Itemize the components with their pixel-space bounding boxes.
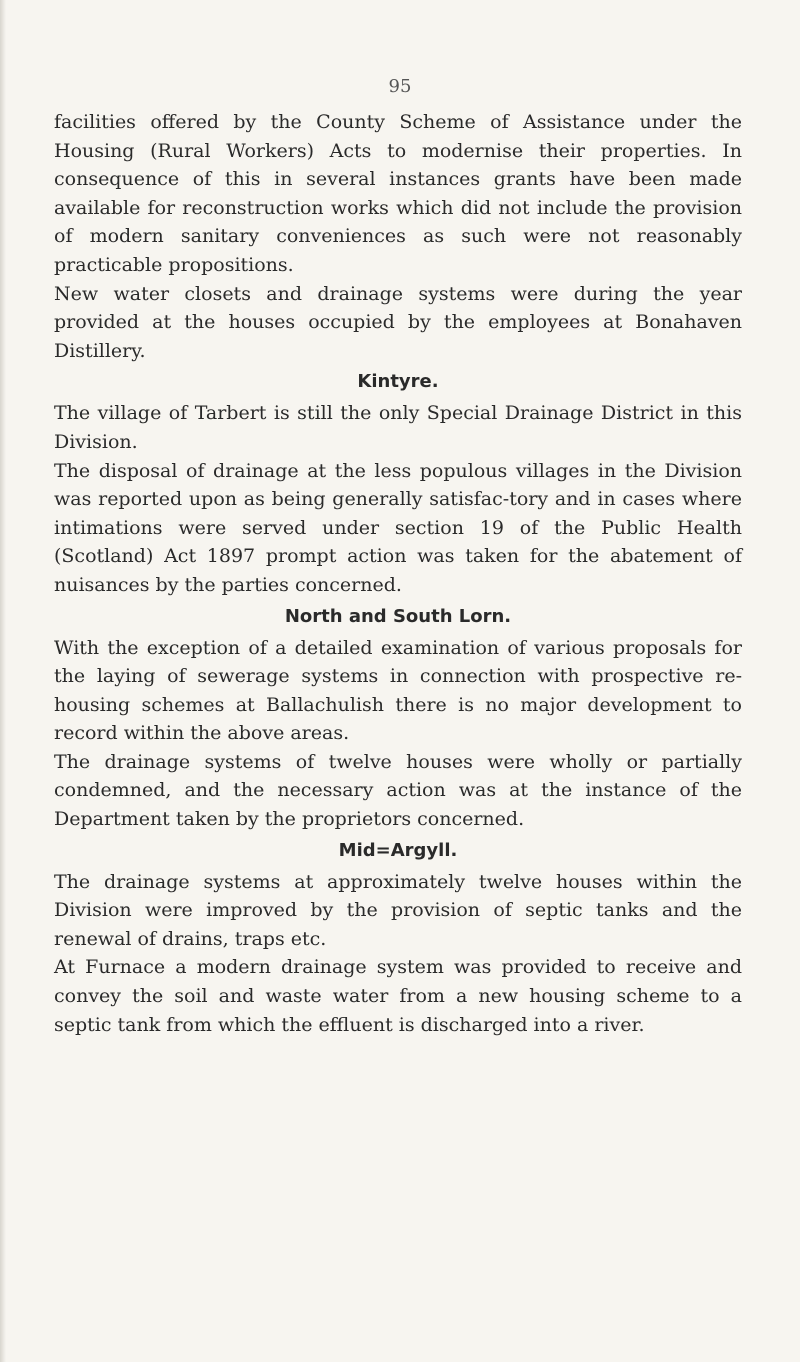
section-heading: Mid=Argyll. xyxy=(338,839,458,861)
paragraph: The drainage systems of twelve houses were wholly or partially condemned, and the necessary action was at the instance of the Department taken by the proprietors concerned. xyxy=(54,750,742,831)
paragraph: With the exception of a detailed examination of various proposals for the laying of sewerage systems in connection with prospective re-housing schemes at Ballachulish there is no major development to record within the above areas. xyxy=(54,636,742,745)
section-heading: North and South Lorn. xyxy=(284,605,512,627)
document-body xyxy=(54,108,742,1039)
paragraph: The village of Tarbert is still the only Special Drainage District in this Division. xyxy=(54,402,742,453)
page-number: 95 xyxy=(388,76,412,97)
page-edge xyxy=(0,0,6,1362)
paragraph: New water closets and drainage systems were during the year provided at the houses occupied by the employees at Bonahaven Distillery. xyxy=(54,282,742,362)
section-heading: Kintyre. xyxy=(357,371,439,393)
paragraph: The disposal of drainage at the less populous villages in the Division was reported upon as being generally satisfac-tory and in cases where intimations were served under section 19 of the Public Health (Scotland) Act 1897 prompt action was taken for the abatement of nuisances by the parties concerned. xyxy=(54,459,742,596)
paragraph: At Furnace a modern drainage system was provided to receive and convey the soil and waste water from a new housing scheme to a septic tank from which the effluent is discharged into a river. xyxy=(54,956,742,1036)
paragraph: facilities offered by the County Scheme of Assistance under the Housing (Rural Workers) Acts to modernise their properties. In consequence of this in several instances grants have been made available for reconstruction works which did not include the provision of modern sanitary conveniences as such were not reasonably practicable propositions. xyxy=(54,111,742,276)
paragraph: The drainage systems at approximately twelve houses within the Division were improved by the provision of septic tanks and the renewal of drains, traps etc. xyxy=(54,870,742,950)
